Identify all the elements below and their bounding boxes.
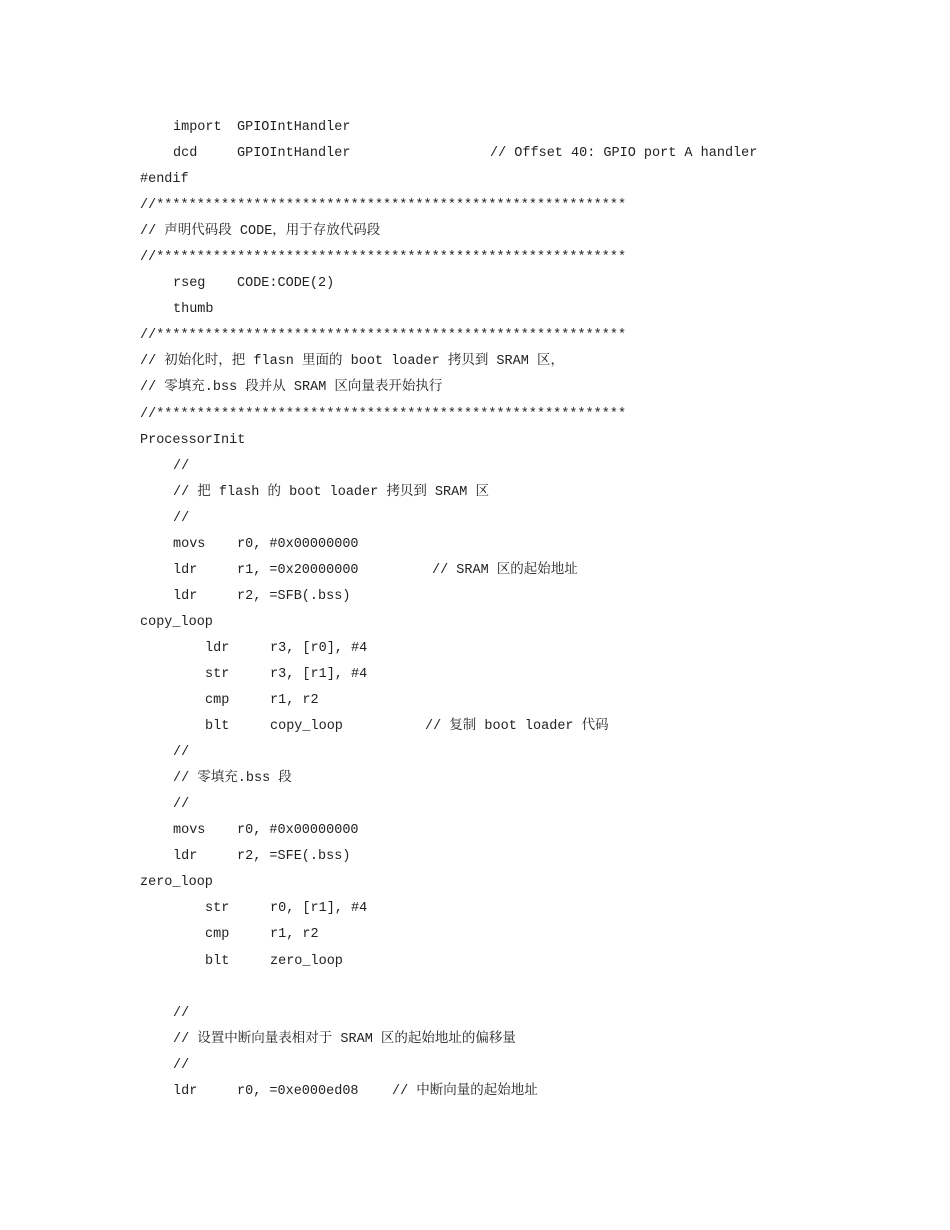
operands: r0, #0x00000000 bbox=[237, 536, 359, 552]
operands: zero_loop bbox=[270, 953, 343, 969]
comment: // 把 flash 的 boot loader 拷贝到 SRAM 区 bbox=[173, 484, 489, 500]
code-label: copy_loop bbox=[140, 614, 213, 630]
mnemonic: str bbox=[205, 666, 230, 682]
mnemonic: ldr bbox=[173, 849, 198, 865]
code-line bbox=[0, 115, 950, 141]
separator-comment: //********************************************************** bbox=[140, 198, 627, 214]
code-line bbox=[0, 167, 950, 193]
code-line bbox=[0, 375, 950, 401]
operands: r1, r2 bbox=[270, 927, 319, 943]
mnemonic: movs bbox=[173, 823, 206, 839]
code-line bbox=[0, 818, 950, 844]
code-line bbox=[0, 636, 950, 662]
operands: GPIOIntHandler bbox=[237, 146, 351, 162]
comment: // 初始化时，把 flasn 里面的 boot loader 拷贝到 SRAM 区， bbox=[140, 354, 564, 370]
blank-line bbox=[0, 975, 950, 1001]
code-line bbox=[0, 1053, 950, 1079]
operands: GPIOIntHandler bbox=[237, 120, 351, 135]
code-line bbox=[0, 688, 950, 714]
code-line bbox=[0, 584, 950, 610]
code-line bbox=[0, 532, 950, 558]
mnemonic: movs bbox=[173, 536, 206, 552]
code-line bbox=[0, 662, 950, 688]
code-line bbox=[0, 271, 950, 297]
mnemonic: cmp bbox=[205, 927, 230, 943]
comment: // 中断向量的起始地址 bbox=[392, 1083, 538, 1099]
code-line bbox=[0, 402, 950, 428]
comment: // bbox=[173, 458, 190, 474]
code-line bbox=[0, 870, 950, 896]
code-line bbox=[0, 1079, 950, 1105]
comment: // 零填充.bss 段 bbox=[173, 771, 292, 787]
comment: // SRAM 区的起始地址 bbox=[432, 562, 578, 578]
separator-comment: //********************************************************** bbox=[140, 250, 627, 266]
separator-comment: //********************************************************** bbox=[140, 406, 627, 422]
code-line bbox=[0, 558, 950, 584]
mnemonic: dcd bbox=[173, 146, 198, 162]
code-line bbox=[0, 714, 950, 740]
mnemonic: str bbox=[205, 901, 230, 917]
comment: // 声明代码段 CODE，用于存放代码段 bbox=[140, 224, 381, 240]
operands: CODE:CODE(2) bbox=[237, 276, 335, 292]
mnemonic: cmp bbox=[205, 693, 230, 709]
code-line bbox=[0, 323, 950, 349]
code-line bbox=[0, 428, 950, 454]
code-line bbox=[0, 740, 950, 766]
mnemonic: ldr bbox=[173, 588, 198, 604]
mnemonic: ldr bbox=[205, 640, 230, 656]
code-listing bbox=[0, 115, 950, 1105]
code-line bbox=[0, 896, 950, 922]
comment: // bbox=[173, 745, 190, 761]
code-line bbox=[0, 792, 950, 818]
code-label: zero_loop bbox=[140, 875, 213, 891]
comment: // bbox=[173, 1057, 190, 1073]
directive: #endif bbox=[140, 172, 189, 188]
comment: // bbox=[173, 1005, 190, 1021]
code-label: ProcessorInit bbox=[140, 432, 246, 448]
operands: r1, r2 bbox=[270, 693, 319, 709]
comment: // 设置中断向量表相对于 SRAM 区的起始地址的偏移量 bbox=[173, 1031, 516, 1047]
code-line bbox=[0, 141, 950, 167]
comment: // 复制 boot loader 代码 bbox=[425, 719, 609, 735]
code-line bbox=[0, 454, 950, 480]
operands: r3, [r1], #4 bbox=[270, 666, 368, 682]
code-line bbox=[0, 193, 950, 219]
code-line bbox=[0, 949, 950, 975]
code-line bbox=[0, 480, 950, 506]
code-line bbox=[0, 610, 950, 636]
operands: r2, =SFB(.bss) bbox=[237, 588, 351, 604]
code-line bbox=[0, 844, 950, 870]
code-line bbox=[0, 297, 950, 323]
comment: // 零填充.bss 段并从 SRAM 区向量表开始执行 bbox=[140, 380, 443, 396]
mnemonic: blt bbox=[205, 719, 230, 735]
mnemonic: import bbox=[173, 120, 222, 135]
mnemonic: rseg bbox=[173, 276, 206, 292]
mnemonic: ldr bbox=[173, 1083, 198, 1099]
code-line bbox=[0, 922, 950, 948]
code-line bbox=[0, 1027, 950, 1053]
operands: r2, =SFE(.bss) bbox=[237, 849, 351, 865]
operands: r0, [r1], #4 bbox=[270, 901, 368, 917]
comment: // bbox=[173, 797, 190, 813]
mnemonic: ldr bbox=[173, 562, 198, 578]
code-line bbox=[0, 245, 950, 271]
mnemonic: blt bbox=[205, 953, 230, 969]
mnemonic: thumb bbox=[173, 302, 214, 318]
separator-comment: //********************************************************** bbox=[140, 328, 627, 344]
code-line bbox=[0, 506, 950, 532]
comment: // Offset 40: GPIO port A handler bbox=[490, 146, 758, 162]
comment: // bbox=[173, 510, 190, 526]
code-line bbox=[0, 349, 950, 375]
operands: r0, =0xe000ed08 bbox=[237, 1083, 359, 1099]
code-line bbox=[0, 1001, 950, 1027]
code-line bbox=[0, 766, 950, 792]
code-line bbox=[0, 219, 950, 245]
operands: r3, [r0], #4 bbox=[270, 640, 368, 656]
operands: r0, #0x00000000 bbox=[237, 823, 359, 839]
operands: r1, =0x20000000 bbox=[237, 562, 359, 578]
operands: copy_loop bbox=[270, 719, 343, 735]
